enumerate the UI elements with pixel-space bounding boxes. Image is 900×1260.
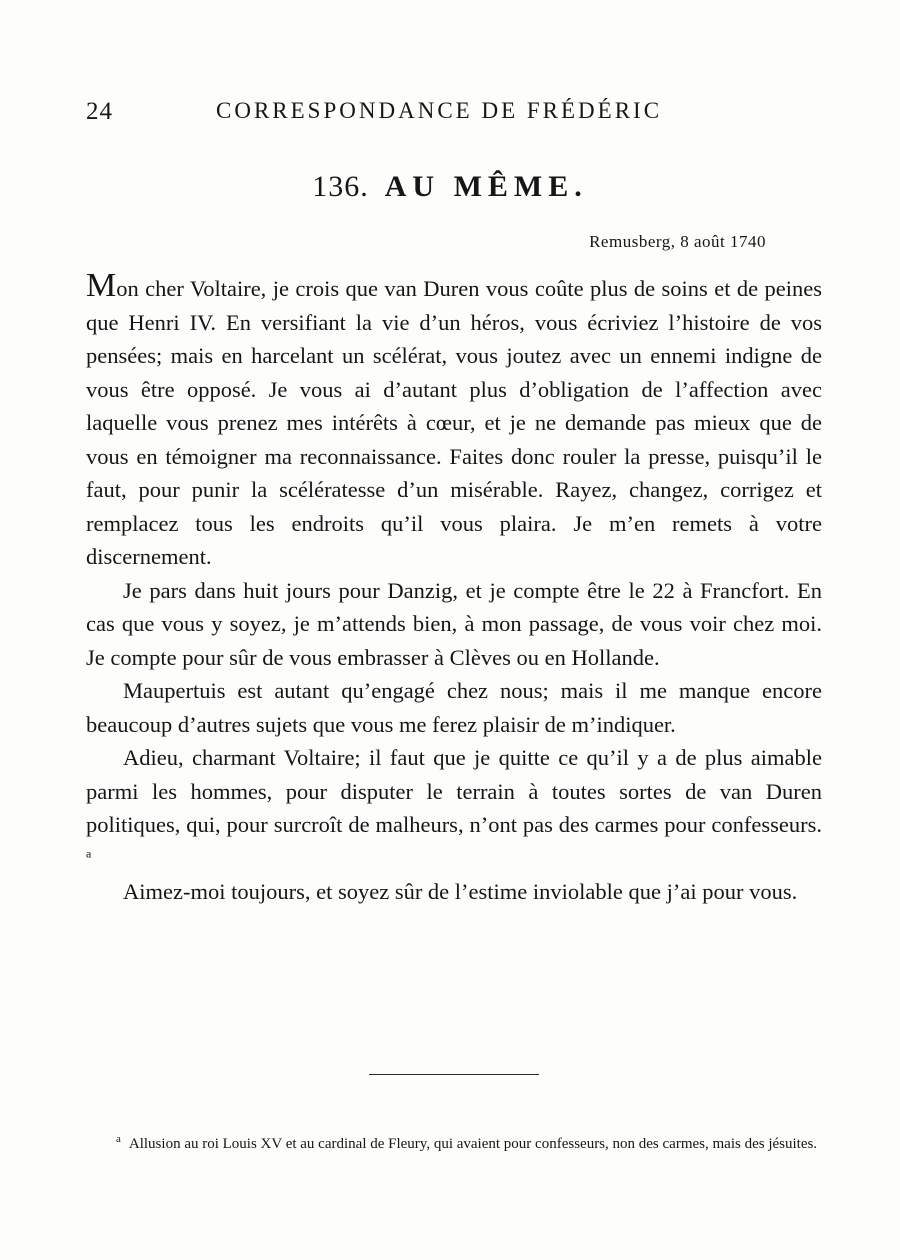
dateline: Remusberg, 8 août 1740 [589,232,766,251]
paragraph-text: Aimez-moi toujours, et soyez sûr de l’estime inviolable que j’ai pour vous. [123,879,798,904]
footnote-reference[interactable]: a [86,846,92,860]
footnote-divider [369,1074,539,1075]
letter-title: AU MÊME. [384,170,588,203]
paragraph-text: Je pars dans huit jours pour Danzig, et je compte être le 22 à Francfort. En cas que vous y soyez, je m’attends bien, à mon passage, de vous voir chez moi. Je compte pour sûr de vous embrasser à Clèves ou en Hollande. [86,577,822,670]
paragraph-2 [86,574,822,675]
paragraph-text: on cher Voltaire, je crois que van Duren vous coûte plus de soins et de peines que Henri IV. En versifiant la vie d’un héros, vous écriviez l’histoire de vos pensées; mais en harcelant un scélérat, vous joutez avec un ennemi indigne de vous être opposé. Je vous ai d’autant plus d’obligation de l’affection avec laquelle vous prenez mes intérêts à cœur, et je ne demande pas mieux que de vous en témoigner ma reconnaissance. Faites donc rouler la presse, puisqu’il le faut, pour punir la scélératesse d’un misérable. Rayez, changez, corrigez et remplacez tous les endroits qu’il vous plaira. Je m’en remets à votre discernement. [86,276,822,569]
paragraph-text: Adieu, charmant Voltaire; il faut que je quitte ce qu’il y a de plus aimable parmi les hommes, pour disputer le terrain à toutes sortes de van Duren politiques, qui, pour surcroît de malheurs, n’ont pas des carmes pour confesseurs. [86,745,822,837]
running-title: CORRESPONDANCE DE FRÉDÉRIC [216,98,663,123]
footnote-mark: a [116,1133,121,1145]
running-head [86,98,821,132]
paragraph-1 [86,267,822,574]
paragraph-4 [86,741,822,875]
letter-body [86,267,822,909]
paragraph-5 [86,875,822,909]
letter-number: 136. [312,170,369,203]
paragraph-text: Maupertuis est autant qu’engagé chez nous; mais il me manque encore beaucoup d’autres sujets que vous me ferez plaisir de m’indiquer. [86,678,822,737]
page-number: 24 [86,98,113,125]
footnote-text: Allusion au roi Louis XV et au cardinal de Fleury, qui avaient pour confesseurs, non des carmes, mais des jésuites. [128,1136,818,1152]
letter-heading [0,170,900,204]
drop-cap: M [86,267,117,304]
footnote [86,1133,822,1156]
paragraph-3 [86,674,822,741]
